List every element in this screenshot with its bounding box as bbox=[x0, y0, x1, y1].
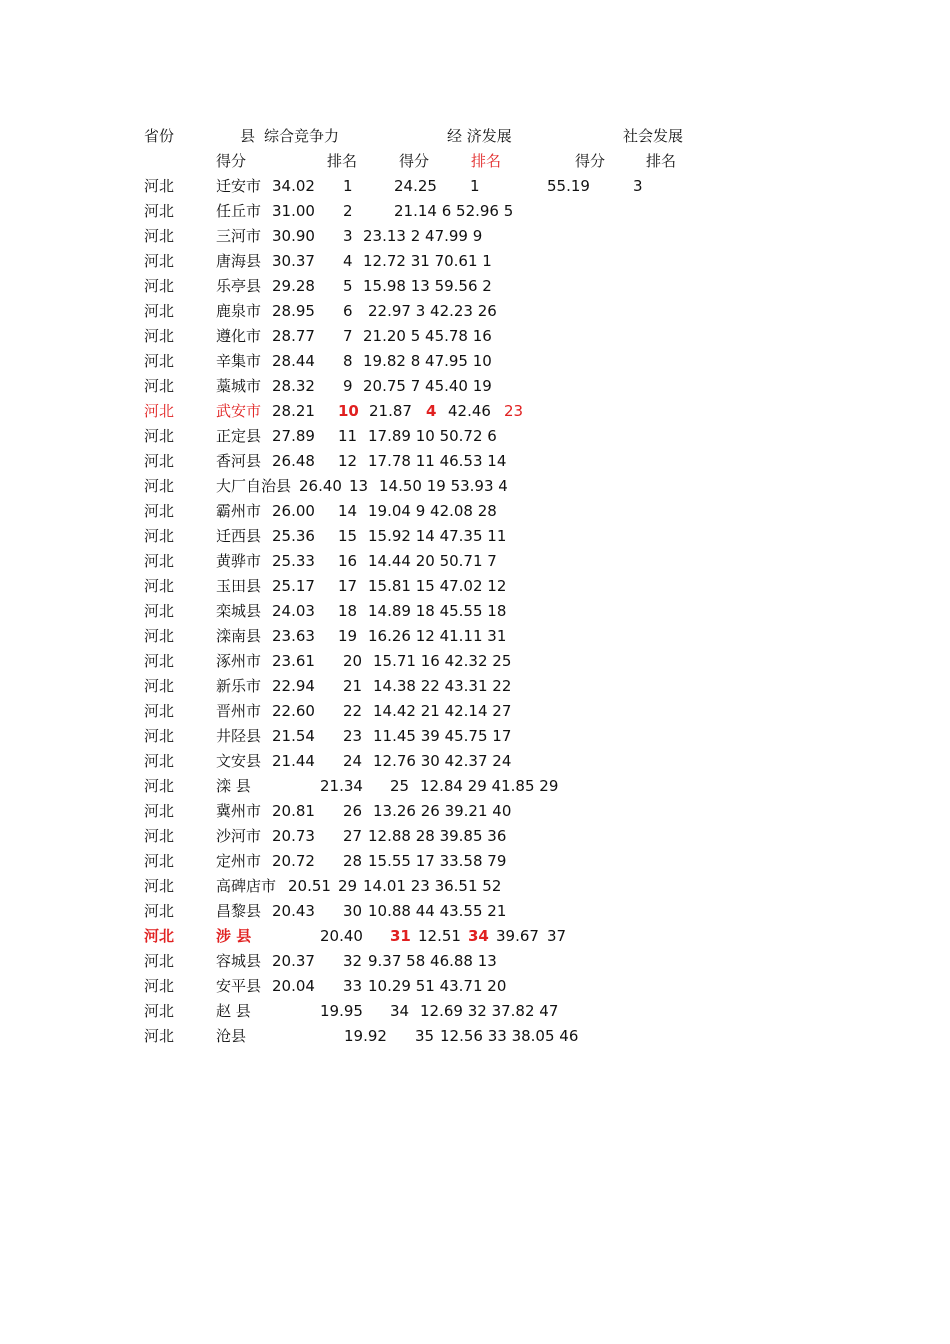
row-county: 井陉县 bbox=[216, 727, 262, 745]
row-rank: 20 bbox=[343, 652, 363, 670]
row-social-score: 42.46 bbox=[448, 402, 491, 420]
row-rest: 9.37 58 46.88 13 bbox=[368, 952, 497, 970]
row-rank: 2 bbox=[343, 202, 353, 220]
header-economy: 经 济发展 bbox=[447, 127, 512, 145]
row-rank: 32 bbox=[343, 952, 363, 970]
row-score: 20.51 bbox=[288, 877, 331, 895]
row-rank: 23 bbox=[343, 727, 363, 745]
row-province: 河北 bbox=[144, 777, 175, 795]
table-row bbox=[0, 499, 950, 524]
row-score: 31.00 bbox=[272, 202, 315, 220]
row-score: 23.61 bbox=[272, 652, 315, 670]
row-rank: 16 bbox=[338, 552, 358, 570]
row-social-rank: 37 bbox=[547, 927, 567, 945]
header-overall: 综合竞争力 bbox=[264, 127, 340, 145]
row-county: 正定县 bbox=[216, 427, 262, 445]
row-province: 河北 bbox=[144, 902, 175, 920]
row-county: 沙河市 bbox=[216, 827, 262, 845]
row-county: 赵 县 bbox=[216, 1002, 251, 1020]
row-rest: 12.84 29 41.85 29 bbox=[420, 777, 559, 795]
row-rank: 34 bbox=[390, 1002, 410, 1020]
row-rank: 29 bbox=[338, 877, 358, 895]
table-row bbox=[0, 799, 950, 824]
row-rank: 8 bbox=[343, 352, 353, 370]
row-county: 迁安市 bbox=[216, 177, 262, 195]
row-county: 安平县 bbox=[216, 977, 262, 995]
row-score: 21.54 bbox=[272, 727, 315, 745]
row-score: 21.34 bbox=[320, 777, 363, 795]
row-economy-score: 12.51 bbox=[418, 927, 461, 945]
row-economy-score: 24.25 bbox=[394, 177, 437, 195]
row-rest: 12.88 28 39.85 36 bbox=[368, 827, 507, 845]
row-rank: 26 bbox=[343, 802, 363, 820]
table-row bbox=[0, 824, 950, 849]
row-rank: 3 bbox=[343, 227, 353, 245]
row-county: 文安县 bbox=[216, 752, 262, 770]
subheader-score-social: 得分 bbox=[575, 152, 606, 170]
table-row bbox=[0, 349, 950, 374]
row-rest: 12.76 30 42.37 24 bbox=[373, 752, 512, 770]
row-county: 昌黎县 bbox=[216, 902, 262, 920]
row-county: 任丘市 bbox=[216, 202, 262, 220]
row-province: 河北 bbox=[144, 302, 175, 320]
row-rest: 12.56 33 38.05 46 bbox=[440, 1027, 579, 1045]
row-score: 20.04 bbox=[272, 977, 315, 995]
row-social-rank: 23 bbox=[504, 402, 524, 420]
table-header bbox=[0, 124, 950, 149]
table-row bbox=[0, 724, 950, 749]
row-rest: 15.55 17 33.58 79 bbox=[368, 852, 507, 870]
table-row bbox=[0, 224, 950, 249]
row-county: 高碑店市 bbox=[216, 877, 277, 895]
row-rest: 10.29 51 43.71 20 bbox=[368, 977, 507, 995]
table-row bbox=[0, 424, 950, 449]
row-province: 河北 bbox=[144, 577, 175, 595]
row-county: 鹿泉市 bbox=[216, 302, 262, 320]
row-rest: 17.78 11 46.53 14 bbox=[368, 452, 507, 470]
row-rank: 7 bbox=[343, 327, 353, 345]
row-county: 新乐市 bbox=[216, 677, 262, 695]
row-rest: 14.44 20 50.71 7 bbox=[368, 552, 497, 570]
subheader-score-overall: 得分 bbox=[216, 152, 247, 170]
table-subheader bbox=[0, 149, 950, 174]
header-county: 县 bbox=[240, 127, 256, 145]
row-rest: 15.98 13 59.56 2 bbox=[363, 277, 492, 295]
row-county: 栾城县 bbox=[216, 602, 262, 620]
row-rest: 19.82 8 47.95 10 bbox=[363, 352, 492, 370]
row-rank: 33 bbox=[343, 977, 363, 995]
row-county: 晋州市 bbox=[216, 702, 262, 720]
table-row bbox=[0, 874, 950, 899]
row-score: 26.48 bbox=[272, 452, 315, 470]
row-rank: 18 bbox=[338, 602, 358, 620]
row-province: 河北 bbox=[144, 402, 175, 420]
row-rank: 19 bbox=[338, 627, 358, 645]
row-rest: 20.75 7 45.40 19 bbox=[363, 377, 492, 395]
row-province: 河北 bbox=[144, 352, 175, 370]
table-row bbox=[0, 474, 950, 499]
row-rest: 19.04 9 42.08 28 bbox=[368, 502, 497, 520]
table-row bbox=[0, 849, 950, 874]
row-rest: 10.88 44 43.55 21 bbox=[368, 902, 507, 920]
table-row bbox=[0, 299, 950, 324]
table-row bbox=[0, 699, 950, 724]
table-row bbox=[0, 599, 950, 624]
row-score: 28.21 bbox=[272, 402, 315, 420]
row-province: 河北 bbox=[144, 627, 175, 645]
row-score: 20.40 bbox=[320, 927, 363, 945]
table-row bbox=[0, 774, 950, 799]
row-county: 迁西县 bbox=[216, 527, 262, 545]
row-county: 玉田县 bbox=[216, 577, 262, 595]
row-score: 26.40 bbox=[299, 477, 342, 495]
table-row bbox=[0, 1024, 950, 1049]
row-rest: 21.14 6 52.96 5 bbox=[394, 202, 514, 220]
row-rank: 5 bbox=[343, 277, 353, 295]
table-row bbox=[0, 974, 950, 999]
row-province: 河北 bbox=[144, 377, 175, 395]
row-rank: 28 bbox=[343, 852, 363, 870]
table-row bbox=[0, 624, 950, 649]
row-rank: 9 bbox=[343, 377, 353, 395]
row-rest: 14.89 18 45.55 18 bbox=[368, 602, 507, 620]
row-score: 25.36 bbox=[272, 527, 315, 545]
row-province: 河北 bbox=[144, 552, 175, 570]
row-province: 河北 bbox=[144, 927, 175, 945]
table-row bbox=[0, 649, 950, 674]
row-rest: 15.71 16 42.32 25 bbox=[373, 652, 512, 670]
row-province: 河北 bbox=[144, 327, 175, 345]
row-rank: 6 bbox=[343, 302, 353, 320]
row-score: 24.03 bbox=[272, 602, 315, 620]
row-rest: 17.89 10 50.72 6 bbox=[368, 427, 497, 445]
table-row bbox=[0, 249, 950, 274]
row-rest: 14.42 21 42.14 27 bbox=[373, 702, 512, 720]
row-score: 29.28 bbox=[272, 277, 315, 295]
row-social-score: 39.67 bbox=[496, 927, 539, 945]
subheader-rank-overall: 排名 bbox=[327, 152, 358, 170]
row-county: 乐亭县 bbox=[216, 277, 262, 295]
row-province: 河北 bbox=[144, 752, 175, 770]
row-score: 20.72 bbox=[272, 852, 315, 870]
row-rest: 23.13 2 47.99 9 bbox=[363, 227, 483, 245]
row-economy-rank: 34 bbox=[468, 927, 489, 945]
row-county: 定州市 bbox=[216, 852, 262, 870]
row-social-score: 55.19 bbox=[547, 177, 590, 195]
row-rest: 14.38 22 43.31 22 bbox=[373, 677, 512, 695]
row-rank: 11 bbox=[338, 427, 358, 445]
row-score: 19.95 bbox=[320, 1002, 363, 1020]
row-rank: 22 bbox=[343, 702, 363, 720]
row-rest: 15.81 15 47.02 12 bbox=[368, 577, 507, 595]
table-row bbox=[0, 324, 950, 349]
row-score: 28.95 bbox=[272, 302, 315, 320]
table-row-highlighted bbox=[0, 399, 950, 424]
row-province: 河北 bbox=[144, 952, 175, 970]
row-county: 涉 县 bbox=[216, 927, 252, 945]
row-province: 河北 bbox=[144, 427, 175, 445]
row-province: 河北 bbox=[144, 227, 175, 245]
row-rest: 14.01 23 36.51 52 bbox=[363, 877, 502, 895]
row-rank: 12 bbox=[338, 452, 358, 470]
row-score: 20.37 bbox=[272, 952, 315, 970]
row-province: 河北 bbox=[144, 852, 175, 870]
row-score: 28.77 bbox=[272, 327, 315, 345]
row-province: 河北 bbox=[144, 877, 175, 895]
row-rank: 35 bbox=[415, 1027, 435, 1045]
row-rank: 27 bbox=[343, 827, 363, 845]
row-county: 三河市 bbox=[216, 227, 262, 245]
row-score: 27.89 bbox=[272, 427, 315, 445]
table-row bbox=[0, 999, 950, 1024]
row-score: 20.73 bbox=[272, 827, 315, 845]
row-score: 28.32 bbox=[272, 377, 315, 395]
row-rank: 14 bbox=[338, 502, 358, 520]
subheader-score-economy: 得分 bbox=[399, 152, 430, 170]
row-rest: 13.26 26 39.21 40 bbox=[373, 802, 512, 820]
row-rank: 30 bbox=[343, 902, 363, 920]
row-score: 21.44 bbox=[272, 752, 315, 770]
table-row bbox=[0, 949, 950, 974]
row-province: 河北 bbox=[144, 277, 175, 295]
row-province: 河北 bbox=[144, 502, 175, 520]
row-county: 大厂自治县 bbox=[216, 477, 292, 495]
row-province: 河北 bbox=[144, 527, 175, 545]
row-county: 涿州市 bbox=[216, 652, 262, 670]
row-rank: 31 bbox=[390, 927, 411, 945]
subheader-rank-social: 排名 bbox=[646, 152, 677, 170]
row-province: 河北 bbox=[144, 477, 175, 495]
row-province: 河北 bbox=[144, 802, 175, 820]
row-rest: 15.92 14 47.35 11 bbox=[368, 527, 507, 545]
row-rank: 13 bbox=[349, 477, 369, 495]
row-score: 30.37 bbox=[272, 252, 315, 270]
row-county: 冀州市 bbox=[216, 802, 262, 820]
row-economy-rank: 1 bbox=[470, 177, 480, 195]
row-rank: 10 bbox=[338, 402, 359, 420]
row-province: 河北 bbox=[144, 677, 175, 695]
row-county: 唐海县 bbox=[216, 252, 262, 270]
row-rank: 25 bbox=[390, 777, 410, 795]
row-social-rank: 3 bbox=[633, 177, 643, 195]
table-row bbox=[0, 449, 950, 474]
row-rank: 24 bbox=[343, 752, 363, 770]
row-county: 沧县 bbox=[216, 1027, 247, 1045]
row-county: 滦南县 bbox=[216, 627, 262, 645]
row-rank: 15 bbox=[338, 527, 358, 545]
table-row bbox=[0, 549, 950, 574]
row-county: 武安市 bbox=[216, 402, 262, 420]
row-county: 容城县 bbox=[216, 952, 262, 970]
table-row-highlighted bbox=[0, 924, 950, 949]
row-score: 25.33 bbox=[272, 552, 315, 570]
row-rank: 1 bbox=[343, 177, 353, 195]
row-province: 河北 bbox=[144, 977, 175, 995]
row-score: 26.00 bbox=[272, 502, 315, 520]
table-row bbox=[0, 749, 950, 774]
row-county: 滦 县 bbox=[216, 777, 251, 795]
row-rest: 22.97 3 42.23 26 bbox=[368, 302, 497, 320]
row-province: 河北 bbox=[144, 727, 175, 745]
row-rank: 21 bbox=[343, 677, 363, 695]
row-rank: 17 bbox=[338, 577, 358, 595]
row-score: 34.02 bbox=[272, 177, 315, 195]
row-score: 25.17 bbox=[272, 577, 315, 595]
row-score: 30.90 bbox=[272, 227, 315, 245]
row-score: 22.94 bbox=[272, 677, 315, 695]
row-county: 霸州市 bbox=[216, 502, 262, 520]
row-province: 河北 bbox=[144, 827, 175, 845]
table-row bbox=[0, 174, 950, 199]
row-score: 28.44 bbox=[272, 352, 315, 370]
table-row bbox=[0, 274, 950, 299]
row-county: 辛集市 bbox=[216, 352, 262, 370]
row-province: 河北 bbox=[144, 602, 175, 620]
table-row bbox=[0, 199, 950, 224]
row-economy-score: 21.87 bbox=[369, 402, 412, 420]
table-row bbox=[0, 899, 950, 924]
row-rest: 21.20 5 45.78 16 bbox=[363, 327, 492, 345]
table-row bbox=[0, 574, 950, 599]
row-rest: 14.50 19 53.93 4 bbox=[379, 477, 508, 495]
row-province: 河北 bbox=[144, 1027, 175, 1045]
row-score: 23.63 bbox=[272, 627, 315, 645]
table-row bbox=[0, 674, 950, 699]
row-score: 22.60 bbox=[272, 702, 315, 720]
row-province: 河北 bbox=[144, 702, 175, 720]
row-county: 藁城市 bbox=[216, 377, 262, 395]
row-economy-rank: 4 bbox=[426, 402, 437, 420]
row-province: 河北 bbox=[144, 177, 175, 195]
row-rest: 16.26 12 41.11 31 bbox=[368, 627, 507, 645]
row-score: 19.92 bbox=[344, 1027, 387, 1045]
row-rest: 11.45 39 45.75 17 bbox=[373, 727, 512, 745]
row-province: 河北 bbox=[144, 452, 175, 470]
row-rank: 4 bbox=[343, 252, 353, 270]
row-score: 20.81 bbox=[272, 802, 315, 820]
row-rest: 12.72 31 70.61 1 bbox=[363, 252, 492, 270]
row-province: 河北 bbox=[144, 252, 175, 270]
row-province: 河北 bbox=[144, 1002, 175, 1020]
header-social: 社会发展 bbox=[623, 127, 684, 145]
subheader-rank-economy: 排名 bbox=[471, 152, 502, 170]
table-row bbox=[0, 524, 950, 549]
row-county: 黄骅市 bbox=[216, 552, 262, 570]
row-score: 20.43 bbox=[272, 902, 315, 920]
row-county: 遵化市 bbox=[216, 327, 262, 345]
table-row bbox=[0, 374, 950, 399]
row-county: 香河县 bbox=[216, 452, 262, 470]
row-rest: 12.69 32 37.82 47 bbox=[420, 1002, 559, 1020]
row-province: 河北 bbox=[144, 202, 175, 220]
header-province: 省份 bbox=[144, 127, 175, 145]
row-province: 河北 bbox=[144, 652, 175, 670]
